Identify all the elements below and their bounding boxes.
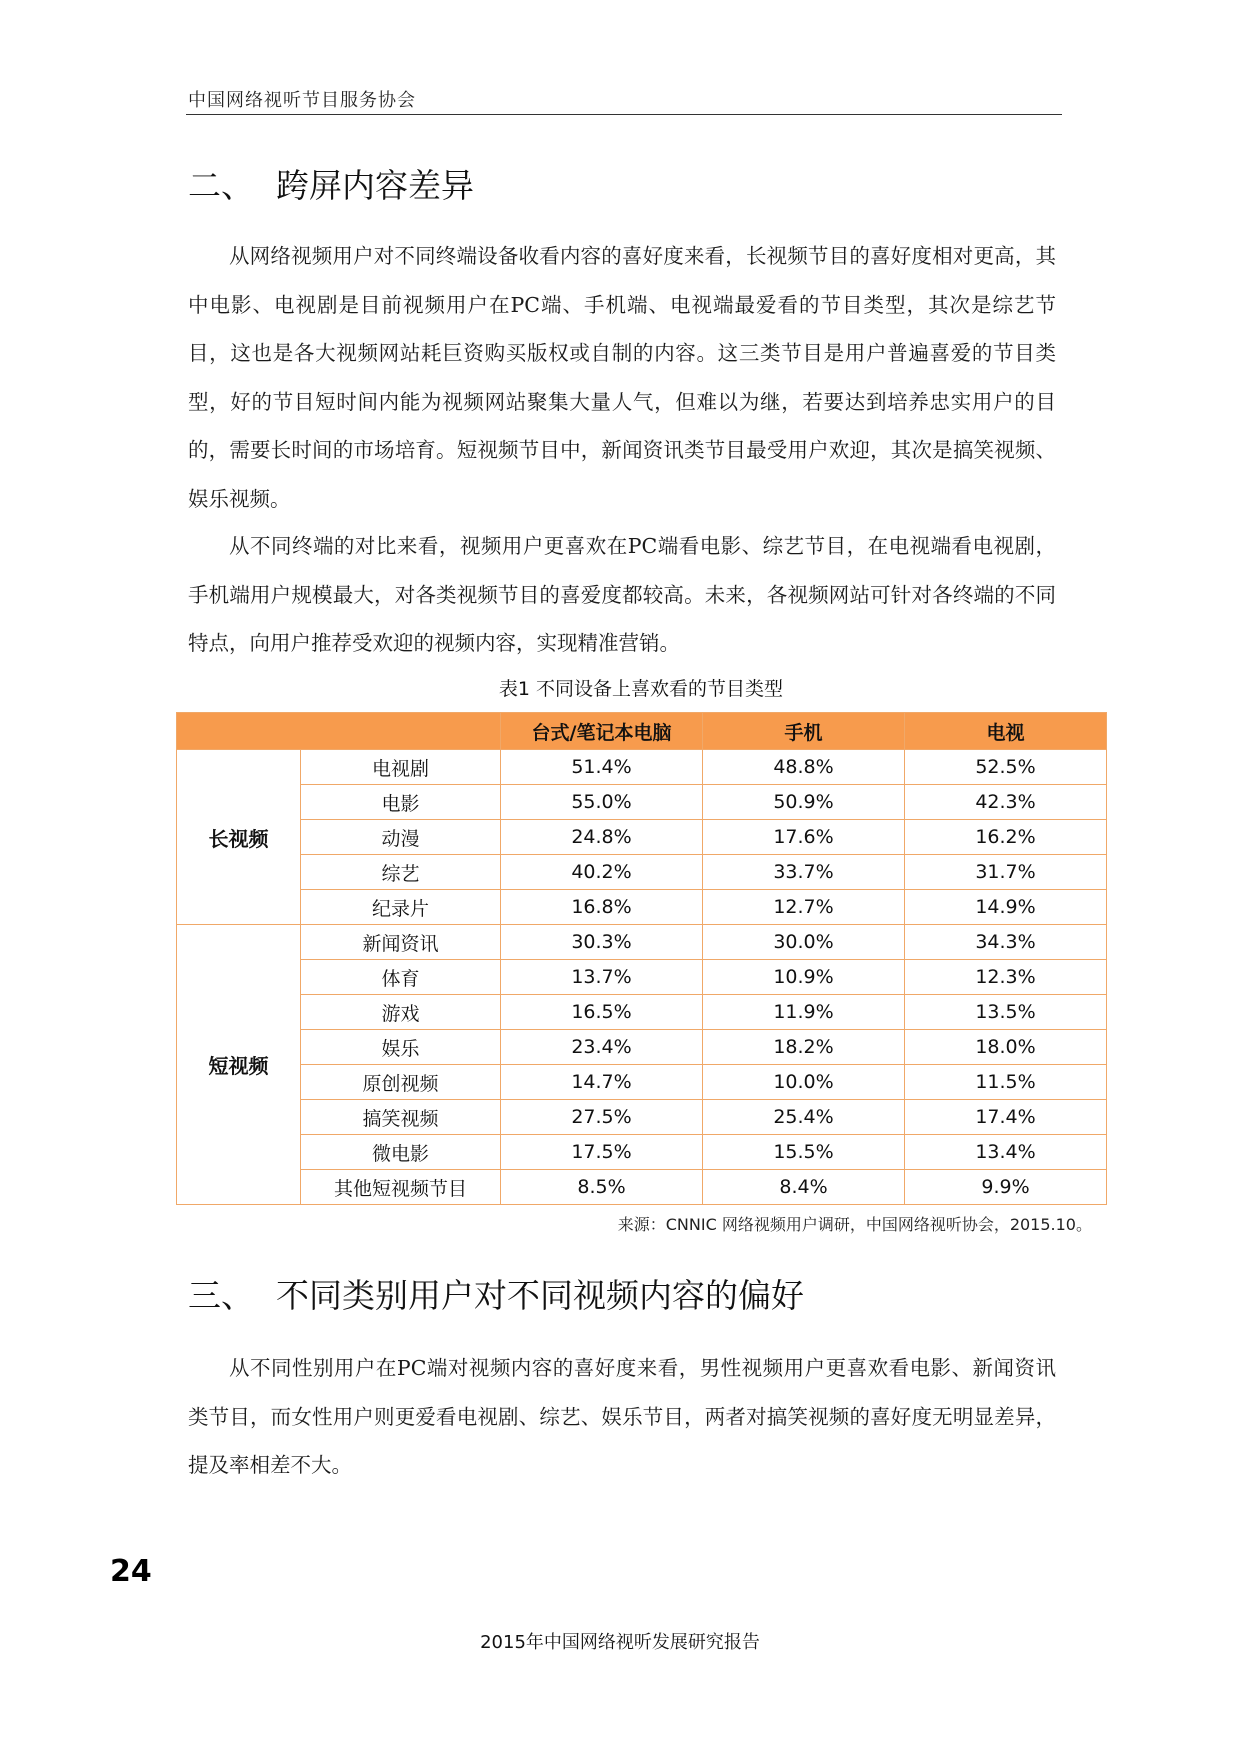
value-mobile: 48.8%	[703, 750, 905, 785]
item-name: 电影	[301, 785, 501, 820]
header-blank-cell	[177, 713, 501, 750]
value-pc: 55.0%	[501, 785, 703, 820]
value-pc: 24.8%	[501, 820, 703, 855]
section-2-title: 跨屏内容差异	[276, 166, 474, 205]
value-tv: 13.5%	[905, 995, 1107, 1030]
item-name: 微电影	[301, 1135, 501, 1170]
value-mobile: 10.0%	[703, 1065, 905, 1100]
value-pc: 51.4%	[501, 750, 703, 785]
value-tv: 34.3%	[905, 925, 1107, 960]
header-mobile: 手机	[703, 713, 905, 750]
table-row	[177, 820, 1107, 855]
item-name: 娱乐	[301, 1030, 501, 1065]
value-tv: 13.4%	[905, 1135, 1107, 1170]
item-name: 纪录片	[301, 890, 501, 925]
value-mobile: 50.9%	[703, 785, 905, 820]
item-name: 新闻资讯	[301, 925, 501, 960]
table-row	[177, 960, 1107, 995]
section-3-paragraph-1: 从不同性别用户在PC端对视频内容的喜好度来看，男性视频用户更喜欢看电影、新闻资讯类节目，而女性用户则更爱看电视剧、综艺、娱乐节目，两者对搞笑视频的喜好度无明显差异，提及率相差不大。	[188, 1356, 1056, 1477]
table-row	[177, 890, 1107, 925]
value-mobile: 25.4%	[703, 1100, 905, 1135]
value-tv: 31.7%	[905, 855, 1107, 890]
value-pc: 8.5%	[501, 1170, 703, 1205]
table-row	[177, 750, 1107, 785]
value-tv: 16.2%	[905, 820, 1107, 855]
table-row	[177, 785, 1107, 820]
item-name: 动漫	[301, 820, 501, 855]
section-3-number: 三、	[188, 1276, 254, 1315]
table-body	[177, 750, 1107, 1205]
value-pc: 27.5%	[501, 1100, 703, 1135]
value-pc: 17.5%	[501, 1135, 703, 1170]
value-tv: 18.0%	[905, 1030, 1107, 1065]
value-pc: 16.5%	[501, 995, 703, 1030]
value-pc: 23.4%	[501, 1030, 703, 1065]
value-tv: 14.9%	[905, 890, 1107, 925]
header-rule	[186, 114, 1062, 115]
value-tv: 42.3%	[905, 785, 1107, 820]
item-name: 电视剧	[301, 750, 501, 785]
table-row	[177, 1065, 1107, 1100]
table-row	[177, 1135, 1107, 1170]
value-pc: 40.2%	[501, 855, 703, 890]
value-mobile: 15.5%	[703, 1135, 905, 1170]
table-caption: 表1 不同设备上喜欢看的节目类型	[498, 678, 784, 700]
value-mobile: 12.7%	[703, 890, 905, 925]
section-2-paragraph-2: 从不同终端的对比来看，视频用户更喜欢在PC端看电影、综艺节目，在电视端看电视剧，手机端用户规模最大，对各类视频节目的喜爱度都较高。未来，各视频网站可针对各终端的不同特点，向用户推荐受欢迎的视频内容，实现精准营销。	[188, 534, 1056, 655]
value-pc: 30.3%	[501, 925, 703, 960]
header-tv: 电视	[905, 713, 1107, 750]
value-mobile: 10.9%	[703, 960, 905, 995]
footer-report-title: 2015年中国网络视听发展研究报告	[480, 1632, 760, 1653]
table-row	[177, 1030, 1107, 1065]
value-pc: 14.7%	[501, 1065, 703, 1100]
value-mobile: 11.9%	[703, 995, 905, 1030]
section-3-heading	[188, 1270, 804, 1317]
device-preference-table	[176, 712, 1107, 1205]
table-row	[177, 925, 1107, 960]
table-row	[177, 1170, 1107, 1205]
table-row	[177, 1100, 1107, 1135]
value-tv: 11.5%	[905, 1065, 1107, 1100]
value-tv: 9.9%	[905, 1170, 1107, 1205]
header-org-name: 中国网络视听节目服务协会	[188, 90, 416, 111]
section-2-heading	[188, 160, 474, 207]
value-pc: 16.8%	[501, 890, 703, 925]
header-pc: 台式/笔记本电脑	[501, 713, 703, 750]
value-mobile: 18.2%	[703, 1030, 905, 1065]
item-name: 搞笑视频	[301, 1100, 501, 1135]
item-name: 游戏	[301, 995, 501, 1030]
item-name: 其他短视频节目	[301, 1170, 501, 1205]
value-tv: 17.4%	[905, 1100, 1107, 1135]
section-2-paragraph-1: 从网络视频用户对不同终端设备收看内容的喜好度来看，长视频节目的喜好度相对更高，其中电影、电视剧是目前视频用户在PC端、手机端、电视端最爱看的节目类型，其次是综艺节目，这也是各大视频网站耗巨资购买版权或自制的内容。这三类节目是用户普遍喜爱的节目类型，好的节目短时间内能为视频网站聚集大量人气，但难以为继，若要达到培养忠实用户的目的，需要长时间的市场培育。短视频节目中，新闻资讯类节目最受用户欢迎，其次是搞笑视频、娱乐视频。	[188, 244, 1056, 511]
table-row	[177, 995, 1107, 1030]
section-3-title: 不同类别用户对不同视频内容的偏好	[276, 1276, 804, 1315]
value-mobile: 8.4%	[703, 1170, 905, 1205]
item-name: 原创视频	[301, 1065, 501, 1100]
item-name: 体育	[301, 960, 501, 995]
value-mobile: 30.0%	[703, 925, 905, 960]
table-source-note: 来源：CNNIC 网络视频用户调研，中国网络视听协会，2015.10。	[617, 1215, 1092, 1234]
section-2-number: 二、	[188, 166, 254, 205]
group-label: 短视频	[177, 925, 301, 1205]
page-number: 24	[110, 1554, 152, 1589]
value-mobile: 17.6%	[703, 820, 905, 855]
table-header-row	[177, 713, 1107, 750]
group-label: 长视频	[177, 750, 301, 925]
value-tv: 52.5%	[905, 750, 1107, 785]
value-pc: 13.7%	[501, 960, 703, 995]
item-name: 综艺	[301, 855, 501, 890]
table-row	[177, 855, 1107, 890]
value-mobile: 33.7%	[703, 855, 905, 890]
value-tv: 12.3%	[905, 960, 1107, 995]
